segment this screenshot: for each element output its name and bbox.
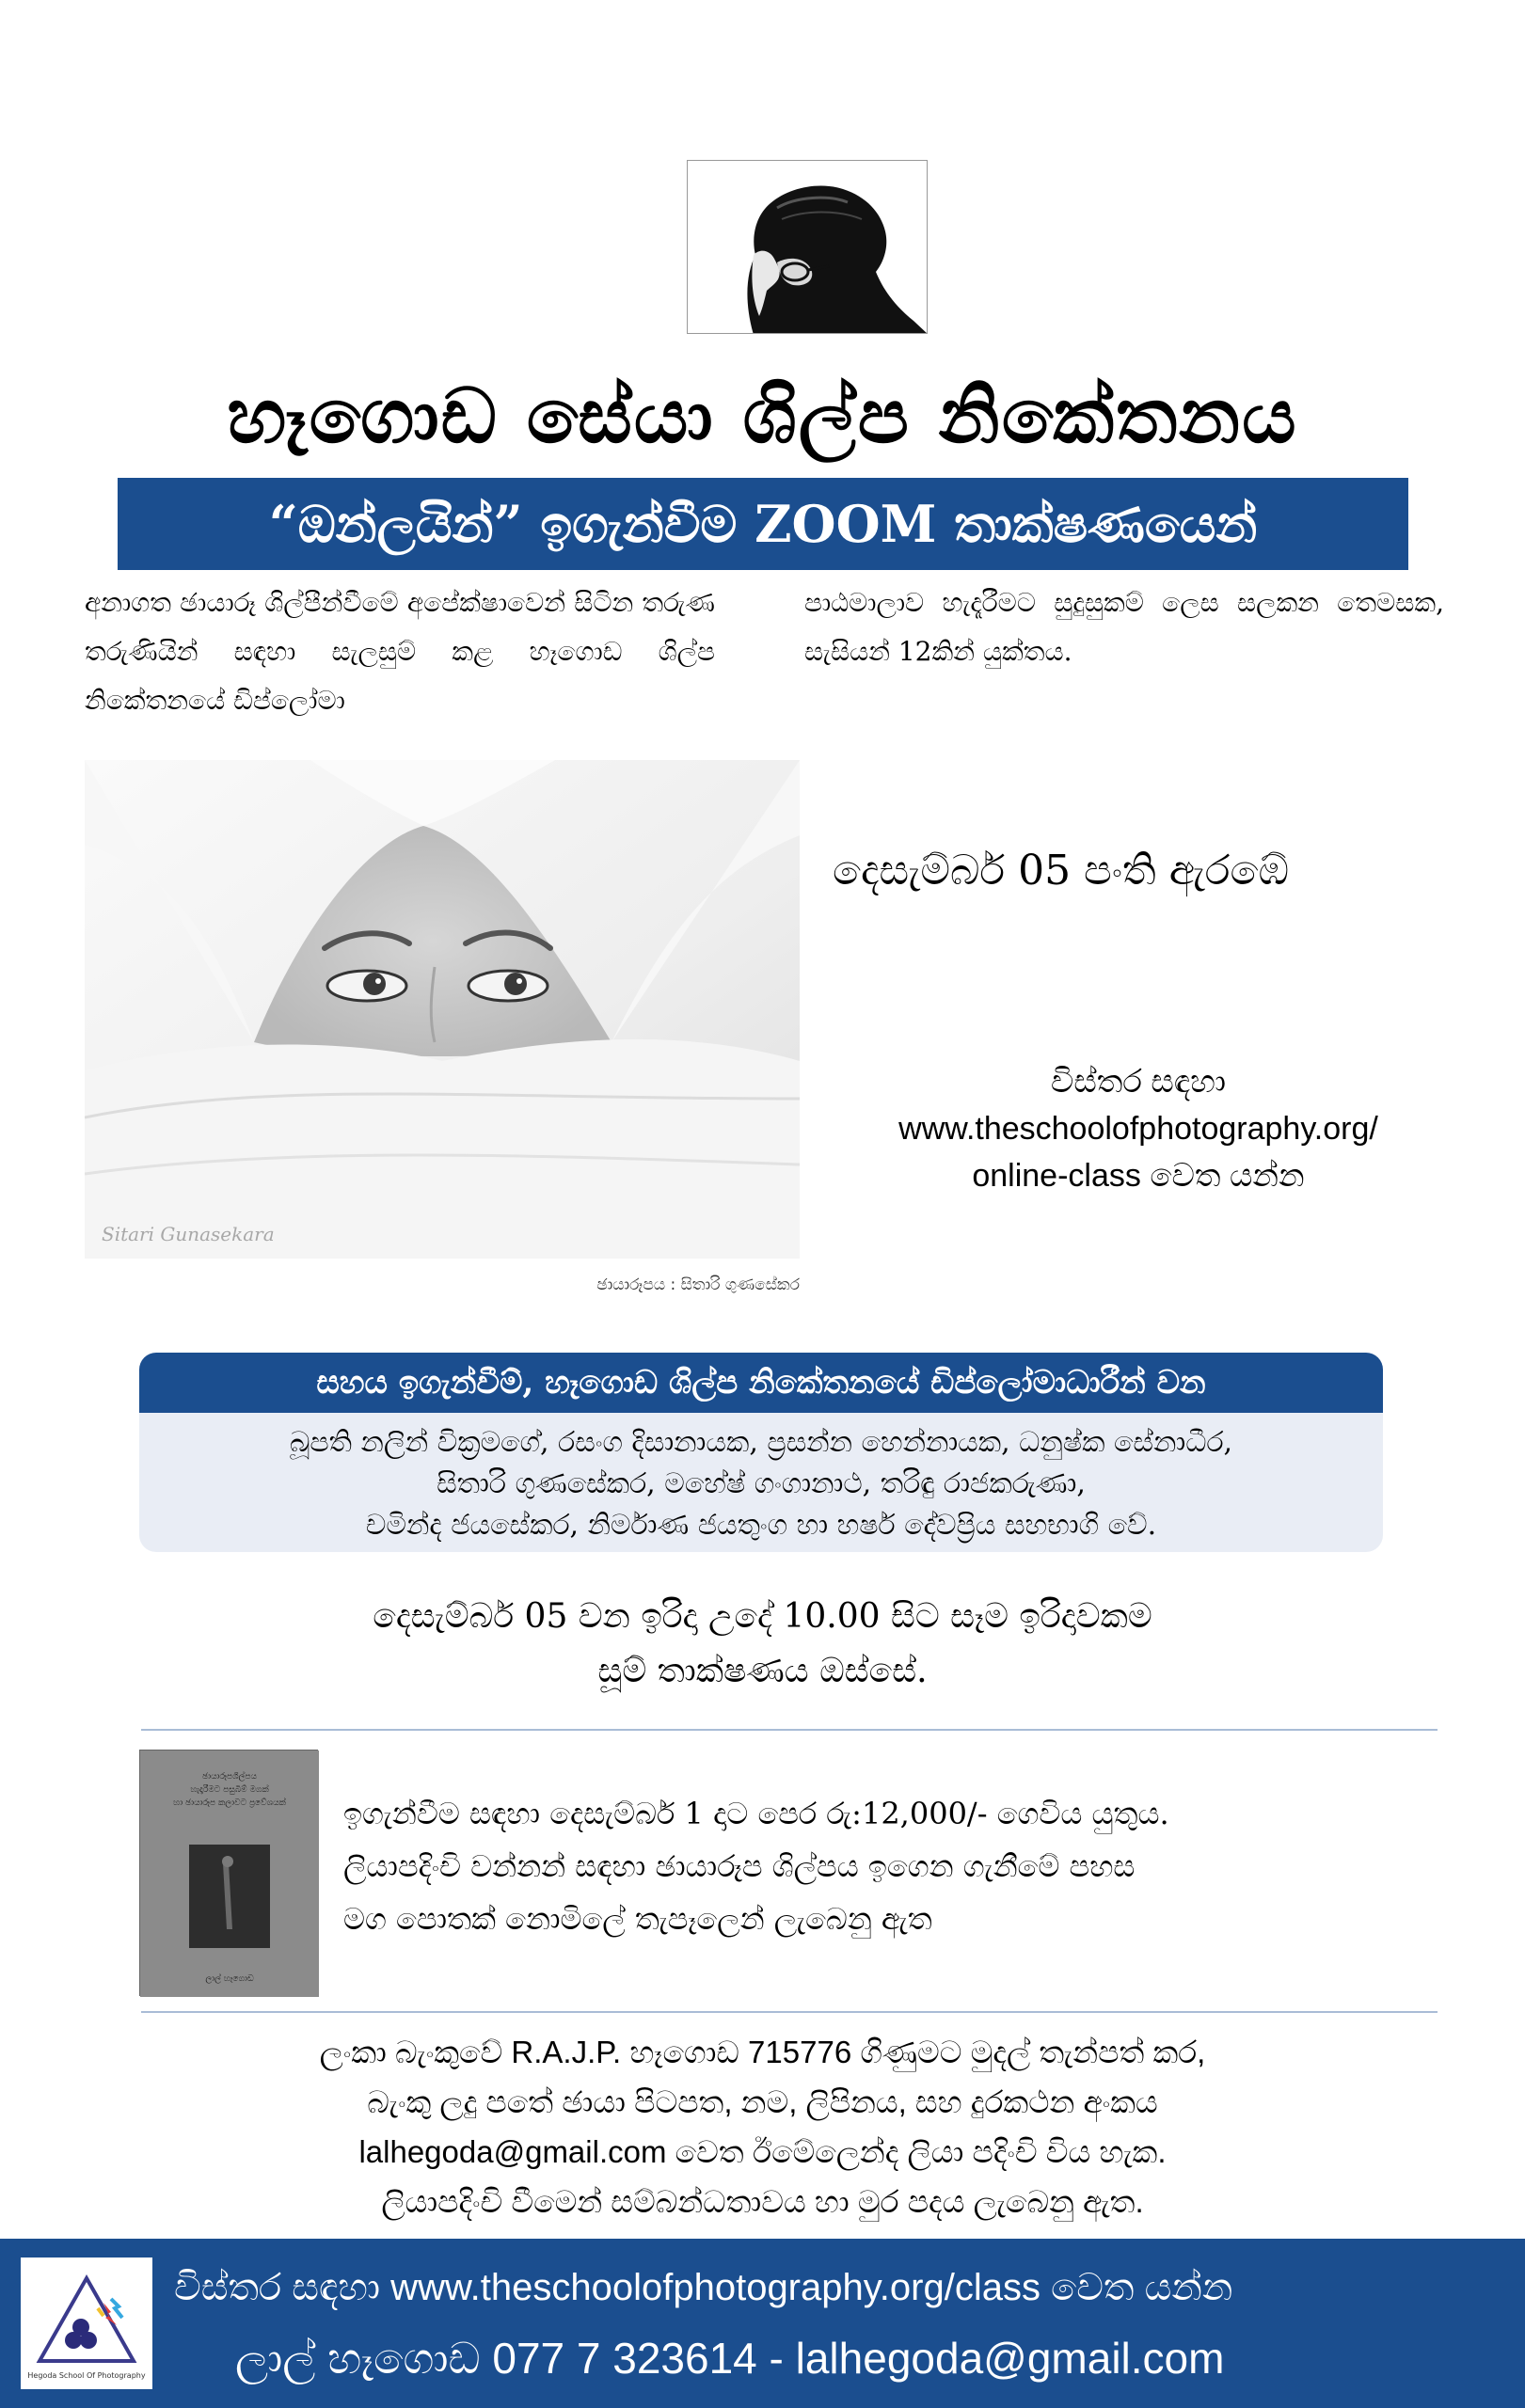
payment-line: ලියාපදිංචි වීමෙන් සම්බන්ධතාවය හා මුර පදය ලැබෙනු ඇත. <box>381 2184 1144 2219</box>
school-logo <box>21 2258 152 2389</box>
details-url[interactable]: www.theschoolofphotography.org/ <box>898 1111 1378 1147</box>
teachers-header: සහය ඉගැන්වීම්, හෑගොඩ ශිල්ප නිකේතනයේ ඩිප්ලෝමාධාරීන් වන <box>139 1353 1383 1413</box>
payment-info <box>0 2027 1525 2226</box>
payment-line: lalhegoda@gmail.com වෙත ඊමේලෙන්ද ලියා පදිංචි විය හැක. <box>358 2134 1167 2169</box>
logo-caption: Hegoda School Of Photography <box>27 2371 146 2380</box>
fee-line: ඉගැන්වීම සඳහා දෙසැම්බර් 1 දාට පෙර රු:12,000/- ගෙවිය යුතුය. <box>343 1796 1169 1831</box>
session-line: සූම් තාක්ෂණය ඔස්සේ. <box>597 1652 928 1690</box>
fee-line: ලියාපදිංචි වන්නන් සඳහා ඡායාරූප ශිල්පය ඉගෙන ගැනීමේ පහස <box>343 1848 1136 1884</box>
details-info <box>828 1058 1449 1199</box>
divider <box>141 1729 1438 1731</box>
fee-line: මග පොතක් නොමිලේ තැපෑලෙන් ලැබෙනු ඇත <box>343 1901 932 1937</box>
teachers-line: චමින්ද ජයසේකර, නිර්මාණ ජයතුංග හා හර්ෂ දේවප්‍රිය සහභාගි වේ. <box>365 1509 1157 1542</box>
footer-contact[interactable]: ලාල් හෑගොඩ 077 7 323614 - lalhegoda@gmail.com <box>235 2334 1225 2383</box>
founder-portrait-image <box>687 160 928 334</box>
class-start-date: දෙසැම්බර් 05 පංති ඇරඹේ <box>833 847 1290 895</box>
teachers-line: බූපති නලින් වික්‍රමගේ, රසංග දිසානායක, ප්‍රසන්න හෙන්නායක, ධනුෂ්ක සේනාධීර, <box>289 1426 1233 1459</box>
book-cover-image <box>139 1750 318 1996</box>
teachers-list <box>139 1422 1383 1546</box>
fee-info <box>343 1787 1416 1945</box>
session-info <box>0 1590 1525 1699</box>
page-title: හෑගොඩ සේයා ශිල්ප නිකේතනය <box>227 372 1298 460</box>
book-title-line: හැදෑරීමට පසුබිම් මගක් <box>190 1785 269 1795</box>
photo-caption: ඡායාරූපය : සිතාරි ගුණසේකර <box>596 1275 800 1294</box>
details-url-suffix: online-class වෙත යන්න <box>972 1158 1305 1194</box>
payment-line: බැංකු ලදු පතේ ඡායා පිටපත, නම, ලිපිනය, සහ දුරකථන අංකය <box>367 2084 1158 2119</box>
book-title-line: හා ඡායාරූප කලාවට ප්‍රවේශයක් <box>173 1798 286 1808</box>
teachers-line: සිතාරි ගුණසේකර, මහේෂ් ගංගානාථ, තරිඳු රාජකරුණා, <box>437 1467 1086 1500</box>
intro-paragraph-right: පාඨමාලාව හැදෑරීමට සුදුසුකම් ලෙස සලකන තෙමසක, සැසියන් 12කින් යුක්තය. <box>804 587 1444 667</box>
book-author: ලාල් හෑගොඩ <box>205 1974 254 1984</box>
subtitle-banner: “ඔන්ලයින්” ඉගැන්වීම ZOOM තාක්ෂණයෙන් <box>118 478 1408 570</box>
veiled-woman-photo <box>85 760 800 1259</box>
book-title-line: ඡායාරූපශිල්පය <box>202 1772 257 1782</box>
session-line: දෙසැම්බර් 05 වන ඉරිදා උදේ 10.00 සිට සෑම ඉරිදාවකම <box>373 1597 1152 1636</box>
intro-paragraph-left: අනාගත ඡායාරූ ශිල්පීන්වීමේ අපේක්ෂාවෙන් සිටින තරුණ තරුණියින් සඳහා සැලසුම් කළ හෑගොඩ ශිල්ප නිකේතනයේ ඩිප්ලෝමා <box>85 587 715 716</box>
payment-line: ලංකා බැංකුවේ R.A.J.P. හෑගොඩ 715776 ගිණුමට මුදල් තැන්පත් කර, <box>319 2035 1206 2069</box>
silhouette-portrait-icon <box>688 161 928 334</box>
photo-watermark: Sitari Gunasekara <box>102 1223 275 1245</box>
school-logo-icon <box>21 2258 152 2389</box>
divider <box>141 2011 1438 2013</box>
footer-website[interactable]: විස්තර සඳහා www.theschoolofphotography.org/class වෙත යන්න <box>174 2267 1233 2308</box>
details-label: විස්තර සඳහා <box>1050 1064 1227 1100</box>
